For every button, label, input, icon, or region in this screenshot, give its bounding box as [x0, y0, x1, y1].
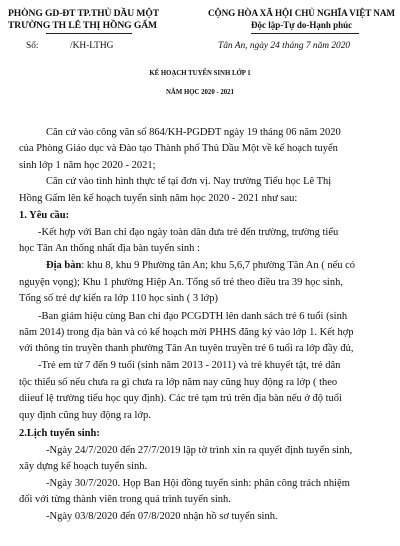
school-year: NĂM HỌC 2020 - 2021	[166, 89, 234, 96]
body-line: -Kết hợp với Ban chỉ đạo ngày toàn dân đưa trẻ đến trường, trường tiểu	[38, 227, 339, 238]
body-line: -Ngày 03/8/2020 đến 07/8/2020 nhận hồ sơ tuyển sinh.	[46, 511, 278, 522]
body-line: -Trẻ em từ 7 đến 9 tuổi (sinh năm 2013 - 2011) và trẻ khuyết tật, trẻ dân	[38, 360, 341, 371]
body-line: Tổng số trẻ dự kiến ra lớp 110 học sinh ( 3 lớp)	[19, 293, 218, 304]
issue-date: Tân An, ngày 24 tháng 7 năm 2020	[218, 41, 351, 51]
body-line: tộc thiểu số nếu chưa ra gì chưa ra lớp năm nay cũng huy động ra lớp ( theo	[19, 377, 338, 388]
body-line: Căn cứ vào công văn số 864/KH-PGDĐT ngày 19 tháng 06 năm 2020	[46, 127, 341, 138]
doc-number-code: /KH-LTHG	[70, 41, 114, 51]
body-line: -Ngày 30/7/2020. Họp Ban Hội đồng tuyển sinh: phân công trách nhiệm	[46, 478, 350, 489]
body-line: diieuf lệ trường tiểu học quy định). Các trẻ tạm trú trên địa bàn nếu ở độ tuổi	[19, 393, 342, 404]
body-line: Hồng Gấm lên kế hoạch tuyển sinh năm học 2020 - 2021 như sau:	[19, 193, 298, 204]
body-line: nguyện vọng); Khu 1 phường Hiệp An. Tổng số trẻ theo điều tra 39 học sinh,	[19, 277, 343, 288]
section-heading: 1. Yêu cầu:	[19, 210, 70, 221]
body-line: quy định cũng huy động ra lớp.	[19, 410, 151, 421]
national-motto: Độc lập-Tự do-Hạnh phúc	[251, 20, 353, 30]
department-name: PHÒNG GD-ĐT TP.THỦ DẦU MỘT	[8, 8, 160, 19]
body-line: với thông tin truyền thanh phường Tân An tuyên truyền trẻ 6 tuổi ra lớp đầy đủ,	[19, 343, 354, 354]
area-text: : khu 8, khu 9 Phường tân An; khu 5,6,7 phường Tân An ( nếu có	[81, 260, 356, 271]
body-line: sinh lớp 1 năm học 2020 - 2021;	[19, 160, 156, 171]
motto-underline	[251, 33, 359, 34]
body-line: xây dựng kế hoạch tuyển sinh.	[19, 461, 148, 472]
body-line: Căn cứ vào tình hình thực tế tại đơn vị. Nay trường Tiểu học Lê Thị	[46, 176, 332, 187]
doc-number-label: Số:	[26, 41, 39, 51]
school-underline	[46, 33, 132, 34]
section-heading: 2.Lịch tuyển sinh:	[19, 428, 100, 439]
body-line: năm 2014) trong địa bàn và có kế hoạch mời PHHS đăng ký vào lớp 1. Kết hợp	[19, 327, 354, 338]
body-line: đối với từng thành viên trong quá trình tuyển sinh.	[19, 494, 231, 505]
body-line	[46, 260, 355, 271]
school-name: TRƯỜNG TH LÊ THỊ HỒNG GẤM	[8, 20, 157, 31]
body-line: học Tân An thống nhất địa bàn tuyển sinh :	[19, 243, 200, 254]
national-title: CỘNG HÒA XÃ HỘI CHỦ NGHĨA VIỆT NAM	[208, 8, 395, 18]
area-label: Địa bàn	[46, 260, 82, 271]
body-line: -Ban giám hiệu cùng Ban chỉ đạo PCGDTH lên danh sách trẻ 6 tuổi (sinh	[38, 311, 348, 322]
document-title: KẾ HOẠCH TUYỂN SINH LỚP 1	[149, 70, 251, 77]
body-line: của Phòng Giáo dục và Đào tạo Thành phố Thủ Dầu Một về kế hoạch tuyển	[19, 143, 338, 154]
body-line: -Ngày 24/7/2020 đến 27/7/2019 lập tờ trình xin ra quyết định tuyển sinh,	[46, 445, 353, 456]
